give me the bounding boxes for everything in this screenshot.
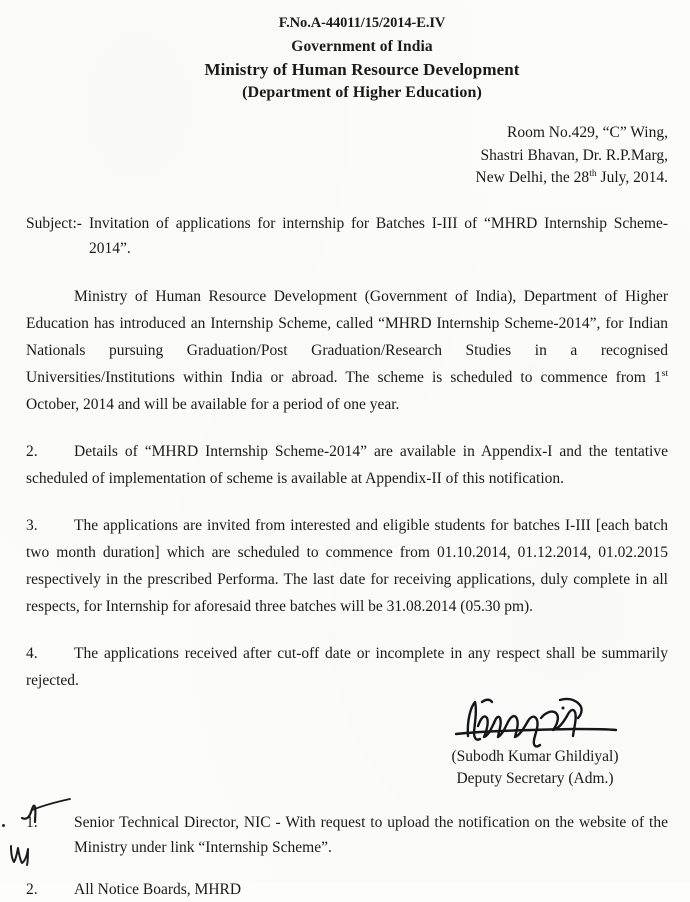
handwritten-signature-icon bbox=[410, 700, 660, 746]
paragraph-3-number: 3. bbox=[26, 516, 38, 534]
ministry-line: Ministry of Human Resource Development bbox=[204, 60, 520, 79]
subject-label: Subject:- bbox=[26, 214, 82, 232]
signature-block bbox=[410, 700, 660, 790]
paragraph-1 bbox=[26, 283, 668, 418]
distribution-item-number: 2. bbox=[26, 880, 38, 898]
paragraph-3-text: The applications are invited from interested and eligible students for batches I-III [each batch two month duration] which are scheduled to commence from 01.10.2014, 01.12.2014, 01.02.2015 respectively in the prescribed Performa. The last date for receiving applications, duly complete in all respects, for Internship for aforesaid three batches will be 31.08.2014 (05.30 pm). bbox=[26, 516, 668, 615]
date-prefix: New Delhi, the 28 bbox=[475, 169, 590, 186]
distribution-item-number: 1. bbox=[26, 813, 38, 831]
distribution-item bbox=[26, 877, 668, 902]
signatory-title: Deputy Secretary (Adm.) bbox=[456, 769, 614, 787]
address-line-2: Shastri Bhavan, Dr. R.P.Marg, bbox=[480, 146, 668, 164]
government-line: Government of India bbox=[291, 38, 433, 55]
paragraph-3 bbox=[26, 512, 668, 620]
address-line-3 bbox=[0, 167, 668, 190]
date-suffix: July, 2014. bbox=[596, 169, 668, 186]
signatory-name: (Subodh Kumar Ghildiyal) bbox=[451, 747, 619, 765]
distribution-item-text: Senior Technical Director, NIC - With request to upload the notification on the website of the Ministry under link “Internship Scheme”. bbox=[74, 813, 668, 856]
paragraph-4 bbox=[26, 640, 668, 694]
subject-line bbox=[26, 211, 668, 261]
paragraph-4-text: The applications received after cut-off date or incomplete in any respect shall be summarily rejected. bbox=[26, 644, 668, 689]
distribution-item bbox=[26, 810, 668, 860]
paragraph-2-number: 2. bbox=[26, 442, 38, 460]
address-line-1: Room No.429, “C” Wing, bbox=[507, 124, 668, 141]
distribution-item-text: All Notice Boards, MHRD bbox=[74, 880, 242, 898]
document-header bbox=[0, 0, 690, 104]
ordinal-suffix-st: st bbox=[661, 367, 668, 379]
subject-text: Invitation of applications for internship for Batches I-III of “MHRD Internship Scheme-2014”. bbox=[88, 214, 668, 257]
paragraph-4-number: 4. bbox=[26, 644, 38, 662]
paragraph-1-part-1: Ministry of Human Resource Development (Government of India), Department of Higher Education has introduced an Internship Scheme, called “MHRD Internship Scheme-2014”, for Indian Nationals pursuing Graduation/Post Graduation/Research Studies in a recognised Universities/Institutions within India or abroad. The scheme is scheduled to commence from 1 bbox=[26, 287, 668, 386]
department-line: (Department of Higher Education) bbox=[242, 84, 482, 101]
paragraph-2 bbox=[26, 438, 668, 492]
date-ordinal-suffix: th bbox=[589, 167, 597, 179]
margin-dot-mark bbox=[2, 824, 5, 827]
file-number: F.No.A-44011/15/2014-E.IV bbox=[278, 15, 446, 31]
paragraph-2-text: Details of “MHRD Internship Scheme-2014” are available in Appendix-I and the tentative scheduled of implementation of scheme is available at Appendix-II of this notification. bbox=[26, 442, 668, 487]
distribution-list bbox=[0, 810, 690, 902]
paragraph-1-part-2: October, 2014 and will be available for a period of one year. bbox=[26, 395, 400, 413]
address-block bbox=[0, 122, 690, 190]
document-body bbox=[0, 211, 690, 790]
